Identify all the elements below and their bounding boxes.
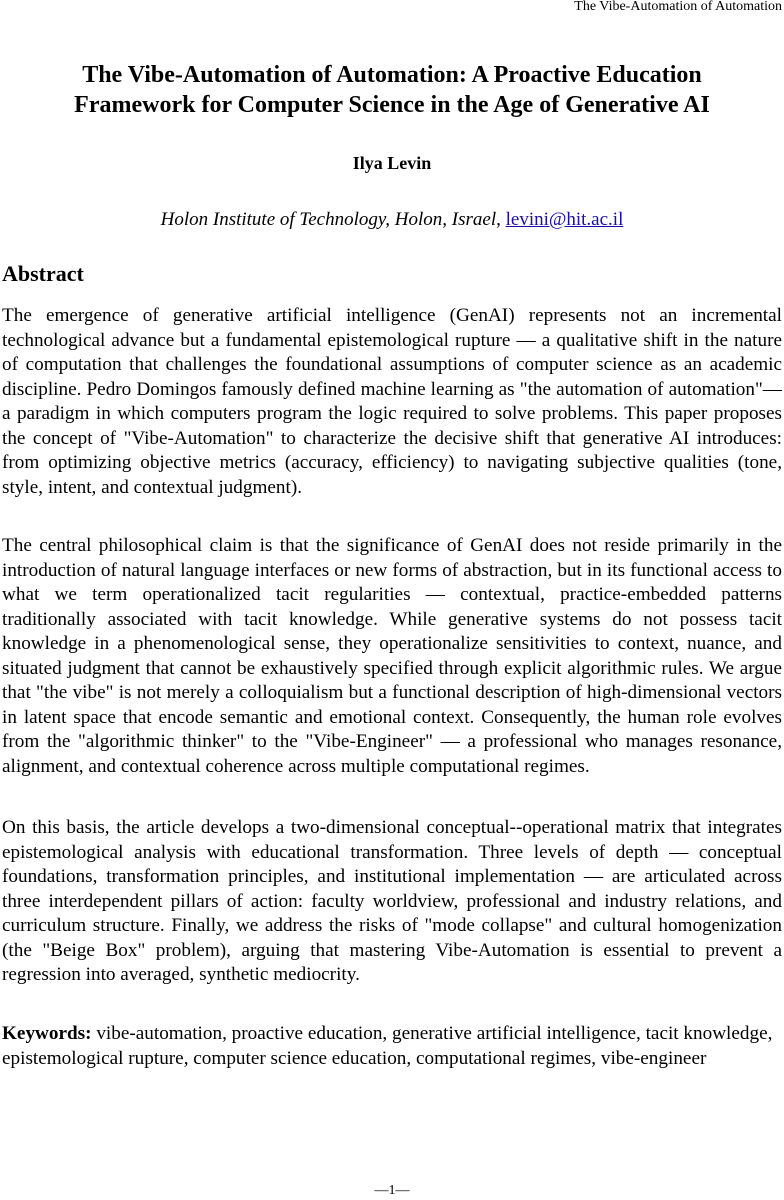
running-header-title: The Vibe-Automation of Automation xyxy=(574,0,782,14)
email-link[interactable]: levini@hit.ac.il xyxy=(505,209,624,230)
abstract-heading: Abstract xyxy=(2,261,84,286)
paper-title-line-1: The Vibe-Automation of Automation: A Proactive Education xyxy=(82,62,702,88)
page-number: —1— xyxy=(374,1183,410,1198)
paper-title-line-2: Framework for Computer Science in the Age of Generative AI xyxy=(74,92,710,118)
keywords-label: Keywords: xyxy=(2,1023,92,1044)
abstract-paragraph-1: The emergence of generative artificial intelligence (GenAI) represents not an incremental technological advance but a fundamental epistemological rupture — a qualitative shift in the nature of computation that challenges the foundational assumptions of computer science as an academic discipline. Pedro Domingos famously defined machine learning as "the automation of automation"—a paradigm in which computers program the logic required to solve problems. This paper proposes the concept of "Vibe-Automation" to characterize the decisive shift that generative AI introduces: from optimizing objective metrics (accuracy, efficiency) to navigating subjective qualities (tone, style, intent, and contextual judgment). xyxy=(2,305,782,498)
abstract-paragraph-2: The central philosophical claim is that the significance of GenAI does not reside primarily in the introduction of natural language interfaces or new forms of abstraction, but in its functional access to what we term operationalized tacit regularities — contextual, practice-embedded patterns traditionally associated with tacit knowledge. While generative systems do not possess tacit knowledge in a phenomenological sense, they operationalize sensitivities to context, nuance, and situated judgment that cannot be exhaustively specified through explicit algorithmic rules. We argue that "the vibe" is not merely a colloquialism but a functional description of high-dimensional vectors in latent space that encode semantic and emotional context. Consequently, the human role evolves from the "algorithmic thinker" to the "Vibe-Engineer" — a professional who manages resonance, alignment, and contextual coherence across multiple computational regimes. xyxy=(2,535,782,777)
paper-title xyxy=(20,60,764,120)
affiliation-separator: , xyxy=(496,209,506,230)
keywords-list: vibe-automation, proactive education, generative artificial intelligence, tacit knowledge, epistemological rupture, computer science education, computational regimes, vibe-engineer xyxy=(2,1023,773,1069)
keywords xyxy=(2,1022,782,1071)
author-affiliation-line xyxy=(0,208,784,232)
author-name: Ilya Levin xyxy=(352,153,432,173)
abstract-paragraph-3: On this basis, the article develops a two-dimensional conceptual--operational matrix that integrates epistemological analysis with educational transformation. Three levels of depth — conceptual foundations, transformation principles, and institutional implementation — are articulated across three interdependent pillars of action: faculty worldview, professional and industry relations, and curriculum structure. Finally, we address the risks of "mode collapse" and cultural homogenization (the "Beige Box" problem), arguing that mastering Vibe-Automation is essential to prevent a regression into averaged, synthetic mediocrity. xyxy=(2,817,782,985)
affiliation: Holon Institute of Technology, Holon, Israel xyxy=(160,209,497,230)
